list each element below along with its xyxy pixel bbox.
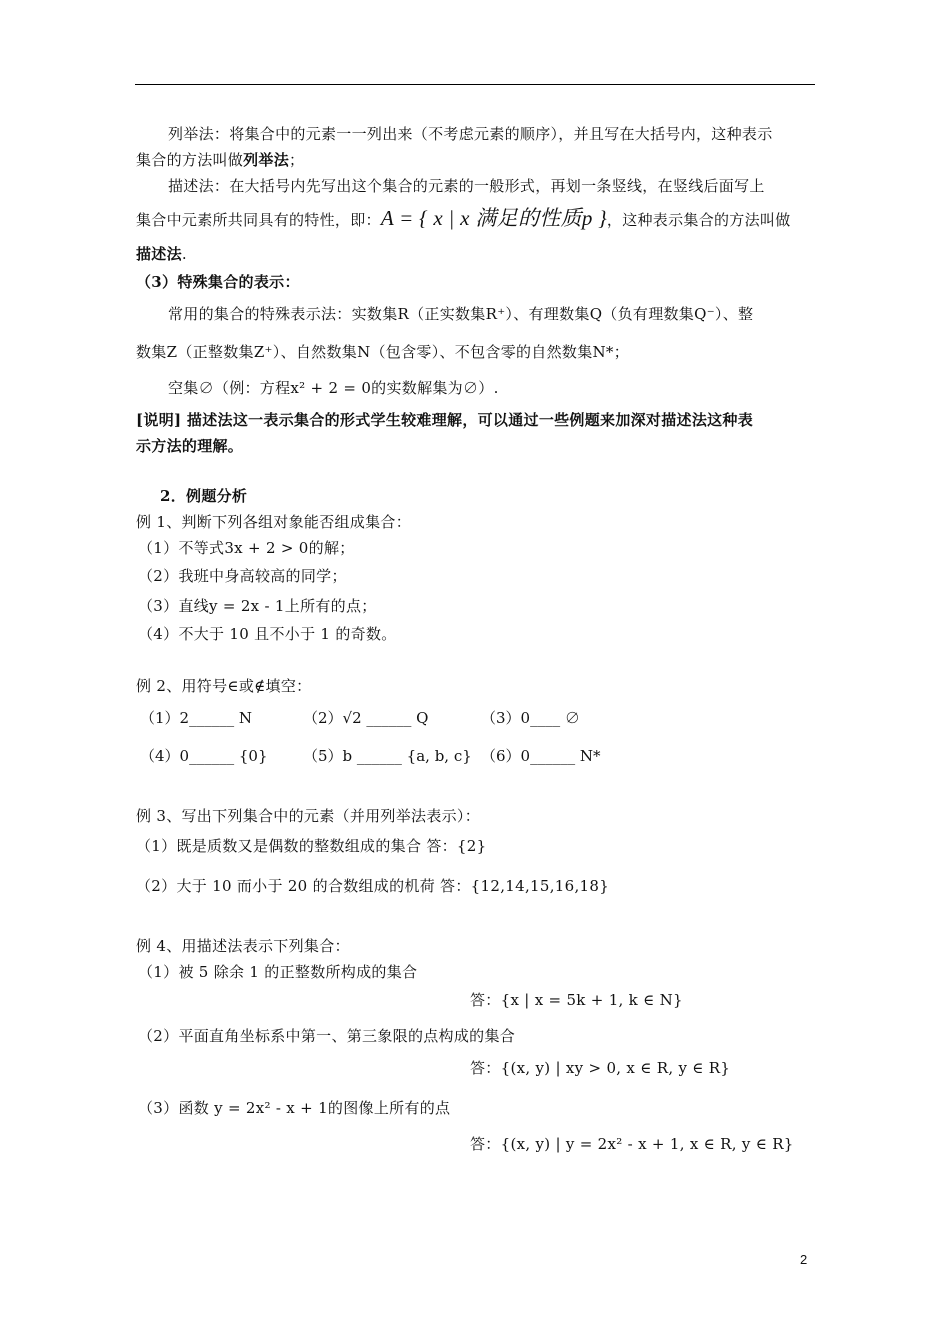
example1-item: （2）我班中身高较高的同学； [138,567,347,585]
example4-title: 例 4、用描述法表示下列集合： [136,937,350,955]
para-description-line3 [136,244,187,264]
para-description-text2: ，这种表示集合的方法叫做 [606,211,791,229]
para-special-line1: 常用的集合的特殊表示法：实数集R（正实数集R⁺）、有理数集Q（负有理数集Q⁻）、整 [168,305,754,323]
para-special-line3: 空集∅（例：方程x² + 2 = 0的实数解集为∅）. [168,379,499,397]
section-special-sets-title: （3）特殊集合的表示： [136,273,300,291]
note-line1: [说明] 描述法这一表示集合的形式学生较难理解，可以通过一些例题来加深对描述法这种表 [136,411,754,429]
example3-item: （2）大于 10 而小于 20 的合数组成的机荷 答：{12,14,15,16,18} [136,877,610,895]
punct: ； [289,151,305,169]
example1-title: 例 1、判断下列各组对象能否组成集合： [136,513,412,531]
para-enumeration-line2 [136,150,304,170]
example2-cell-1: （1）2______ N [140,709,252,727]
example2-cell-6: （6）0______ N* [481,747,601,765]
example4-question-1: （1）被 5 除余 1 的正整数所构成的集合 [138,963,418,981]
example3-item: （1）既是质数又是偶数的整数组成的集合 答：{2} [136,837,487,855]
example4-answer-3: 答：{(x, y) | y = 2x² - x + 1, x ∈ R, y ∈ R} [470,1135,794,1153]
example4-question-3: （3）函数 y = 2x² - x + 1的图像上所有的点 [138,1099,451,1117]
page-number: 2 [800,1252,808,1267]
example1-item: （4）不大于 10 且不小于 1 的奇数。 [138,625,397,643]
para-enumeration-text: 集合的方法叫做 [136,151,244,169]
example4-answer-1: 答：{x | x = 5k + 1, k ∈ N} [470,991,683,1009]
example4-question-2: （2）平面直角坐标系中第一、第三象限的点构成的集合 [138,1027,516,1045]
section-examples-title: 2．例题分析 [160,487,248,505]
example3-title: 例 3、写出下列集合中的元素（并用列举法表示）： [136,807,481,825]
note-line2: 示方法的理解。 [136,437,244,455]
example4-answer-2: 答：{(x, y) | xy > 0, x ∈ R, y ∈ R} [470,1059,731,1077]
example1-item: （1）不等式3x + 2 > 0的解； [138,539,355,557]
set-builder-formula: A = { x | x 满足的性质p } [380,206,607,230]
example2-cell-2: （2）√2 ______ Q [303,709,429,727]
para-description-text: 集合中元素所共同具有的特性，即： [136,211,381,229]
example2-cell-5: （5）b ______ {a, b, c} [303,747,472,765]
punct: . [181,245,187,263]
example2-title: 例 2、用符号∈或∉填空： [136,677,312,695]
example1-item: （3）直线y = 2x - 1上所有的点； [138,597,377,615]
para-description-line1: 描述法：在大括号内先写出这个集合的元素的一般形式，再划一条竖线，在竖线后面写上 [168,177,765,195]
example2-cell-4: （4）0______ {0} [140,747,268,765]
term-enumeration: 列举法 [243,151,290,169]
term-description: 描述法 [136,245,182,263]
para-special-line2: 数集Z（正整数集Z⁺）、自然数集N（包含零）、不包含零的自然数集N*； [136,343,630,361]
header-rule [135,84,815,85]
para-description-line2 [136,208,791,230]
para-enumeration-line1: 列举法：将集合中的元素一一列出来（不考虑元素的顺序），并且写在大括号内，这种表示 [168,125,773,143]
example2-cell-3: （3）0____ ∅ [481,709,580,727]
